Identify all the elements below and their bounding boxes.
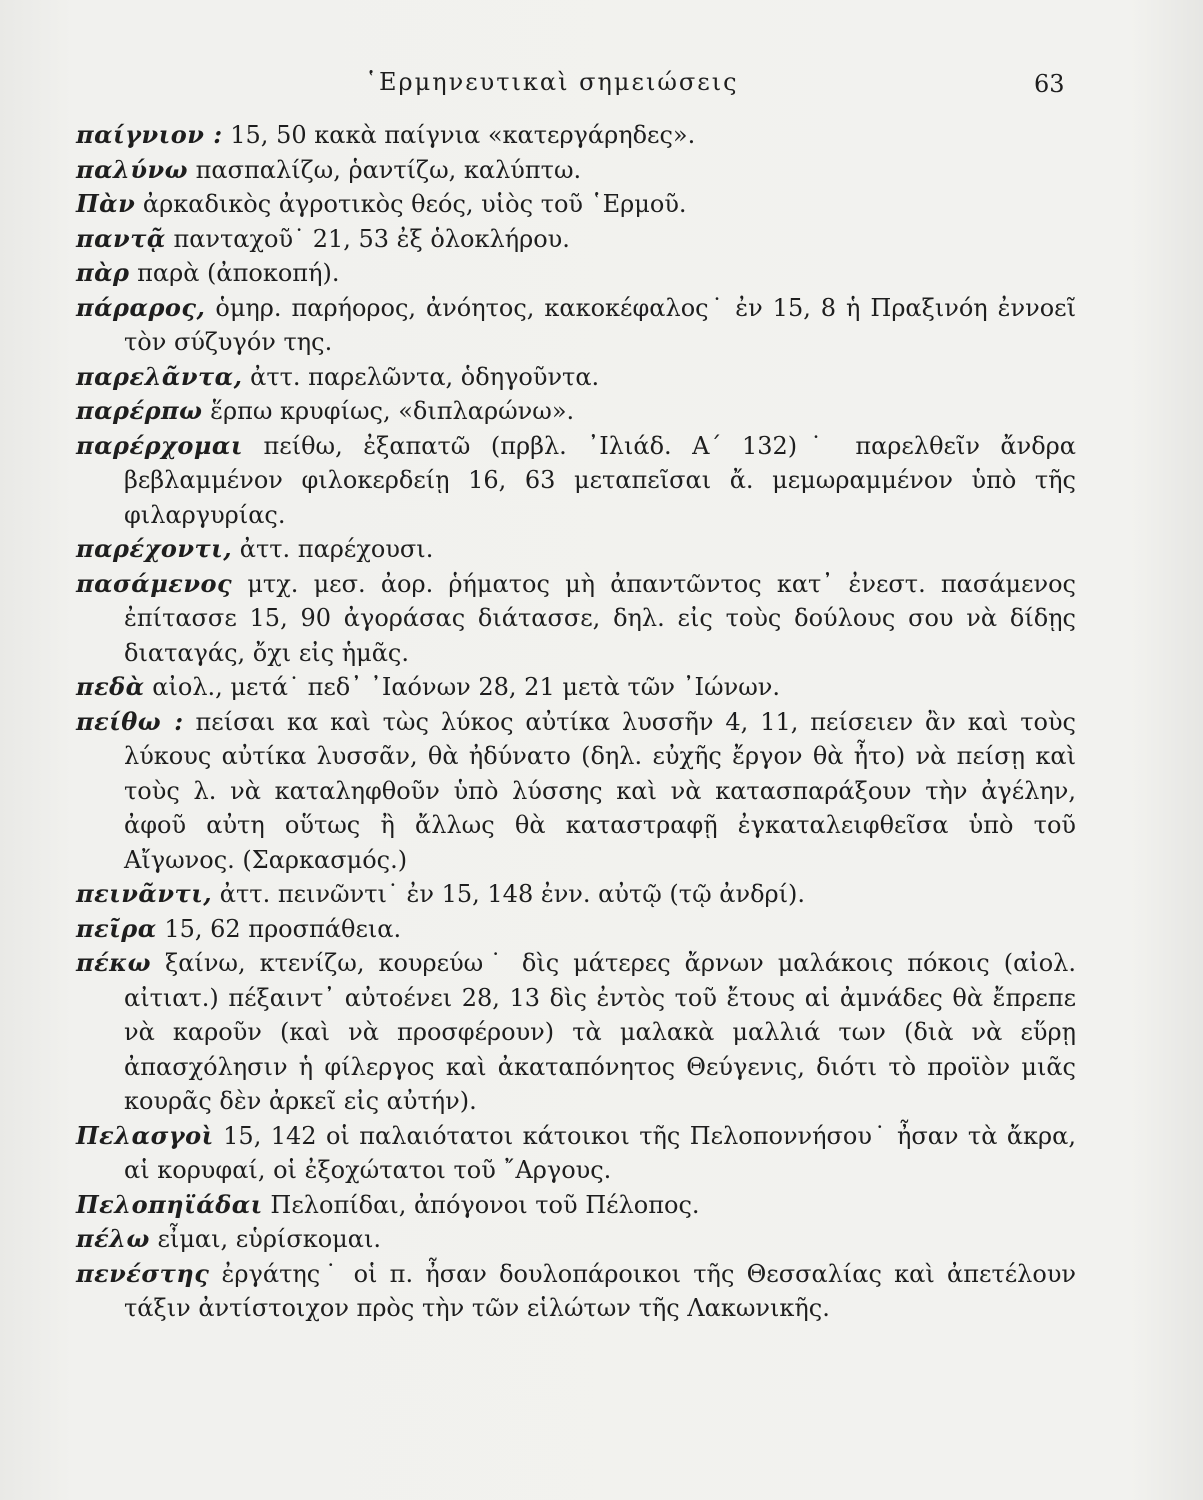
glossary-entry [76, 946, 1076, 1119]
glossary-entry [76, 912, 1076, 947]
entry-lemma: πεδὰ [76, 672, 145, 701]
glossary-entry [76, 1222, 1076, 1257]
glossary-entry [76, 394, 1076, 429]
entry-text: 15, 62 προσπάθεια. [156, 914, 402, 943]
entry-text: ἀττ. παρέχουσι. [232, 535, 434, 563]
entry-lemma: παρέρχομαι [76, 430, 243, 460]
entry-lemma: παρέχοντι, [76, 534, 233, 563]
entry-text: παρὰ (ἀποκοπή). [129, 259, 340, 287]
entry-text: ἕρπω κρυφίως, «διπλαρώνω». [202, 397, 575, 425]
entry-lemma: πὰρ [76, 258, 130, 287]
entry-lemma: πεῖρα [76, 913, 157, 943]
glossary-entry [76, 567, 1076, 671]
entry-text: πανταχοῦ˙ 21, 53 ἐξ ὁλοκλήρου. [165, 224, 570, 253]
entry-lemma: παλύνω [76, 154, 189, 184]
glossary-entry [76, 153, 1076, 188]
entry-lemma: πέλω [76, 1224, 150, 1253]
entry-lemma: πάραρος, [76, 292, 206, 322]
glossary-entry [76, 291, 1076, 360]
glossary-entry [76, 429, 1076, 533]
page-number: 63 [1034, 70, 1065, 98]
page-header [0, 62, 1203, 102]
entry-lemma: πείθω : [76, 706, 184, 736]
entry-lemma: πασάμενος [76, 568, 233, 598]
glossary-entry [76, 670, 1076, 705]
entry-text: ἀττ. πεινῶντι˙ ἐν 15, 148 ἐνν. αὐτῷ (τῷ ἀνδρί). [212, 880, 806, 908]
entry-text: πείθω, ἐξαπατῶ (πρβλ. ᾿Ιλιάδ. Α΄ 132)˙ παρελθεῖν ἄνδρα βεβλαμμένον φιλοκερδείῃ 16, 63 μεταπεῖσαι ἄ. μεμωραμμένον ὑπὸ τῆς φιλαργυρίας. [124, 431, 1076, 529]
glossary-entry [76, 877, 1076, 912]
entry-lemma: Πελοπηϊάδαι [76, 1189, 263, 1219]
entry-lemma: Πὰν [76, 189, 136, 218]
entry-text: ἀρκαδικὸς ἀγροτικὸς θεός, υἱὸς τοῦ ῾Ερμοῦ. [135, 190, 687, 218]
glossary-entry [76, 1119, 1076, 1188]
entry-text: ξαίνω, κτενίζω, κουρεύω˙ δὶς μάτερες ἄρνων μαλάκοις πόκοις (αἰολ. αἰτιατ.) πέξαιντ᾿ αὐτοένει 28, 13 δὶς ἐντὸς τοῦ ἔτους αἱ ἀμνάδες θὰ ἔπρεπε νὰ καροῦν (καὶ νὰ προσφέρουν) τὰ μαλακὰ μαλλιά των (διὰ νὰ εὕρῃ ἀπασχόλησιν ἡ φίλεργος καὶ ἀκαταπόνητος Θεύγενις, διότι τὸ προϊὸν μιᾶς κουρᾶς δὲν ἀρκεῖ εἰς αὐτήν). [124, 949, 1076, 1115]
entry-text: μτχ. μεσ. ἀορ. ῥήματος μὴ ἀπαντῶντος κατ᾿ ἐνεστ. πασάμενος ἐπίτασσε 15, 90 ἀγοράσας διάτασσε, δηλ. εἰς τοὺς δούλους σου νὰ δίδῃς διαταγάς, ὄχι εἰς ἡμᾶς. [124, 569, 1076, 667]
entry-text: εἶμαι, εὑρίσκομαι. [149, 1225, 382, 1253]
entry-text: ἐργάτης˙ οἱ π. ἦσαν δουλοπάροικοι τῆς Θεσσαλίας καὶ ἀπετέλουν τάξιν ἀντίστοιχον πρὸς τὴν τῶν εἱλώτων τῆς Λακωνικῆς. [124, 1259, 1076, 1322]
entry-lemma: πενέστης [76, 1258, 210, 1288]
entry-text: αἰολ., μετά˙ πεδ᾿ ᾿Ιαόνων 28, 21 μετὰ τῶν ᾿Ιώνων. [144, 673, 780, 701]
glossary-entry [76, 1188, 1076, 1223]
entry-lemma: πεινᾶντι, [76, 879, 213, 908]
entry-lemma: Πελασγοὶ [76, 1120, 214, 1150]
entry-text: 15, 142 οἱ παλαιότατοι κάτοικοι τῆς Πελοποννήσου˙ ἦσαν τὰ ἄκρα, αἱ κορυφαί, οἱ ἐξοχώτατοι τοῦ ῎Αργους. [124, 1121, 1076, 1184]
entry-lemma: παρελᾶντα, [76, 361, 243, 391]
glossary-entry [76, 360, 1076, 395]
glossary-entry [76, 256, 1076, 291]
entry-text: πασπαλίζω, ῥαντίζω, καλύπτω. [188, 155, 582, 184]
entry-lemma: παρέρπω [76, 396, 203, 425]
entry-lemma: πέκω [76, 948, 151, 977]
entry-text: ὁμηρ. παρήορος, ἀνόητος, κακοκέφαλος˙ ἐν 15, 8 ἡ Πραξινόη ἐννοεῖ τὸν σύζυγόν της. [124, 293, 1076, 356]
entry-text: ἀττ. παρελῶντα, ὁδηγοῦντα. [242, 362, 600, 391]
glossary-list [76, 118, 1076, 1326]
running-title: ῾Ερμηνευτικαὶ σημειώσεις [365, 68, 739, 96]
glossary-entry [76, 187, 1076, 222]
entry-text: Πελοπίδαι, ἀπόγονοι τοῦ Πέλοπος. [262, 1190, 700, 1219]
glossary-entry [76, 532, 1076, 567]
entry-lemma: παίγνιον : [76, 120, 223, 149]
glossary-entry [76, 1257, 1076, 1326]
glossary-entry [76, 118, 1076, 153]
entry-text: 15, 50 κακὰ παίγνια «κατεργάρηδες». [222, 121, 696, 149]
entry-text: πείσαι κα καὶ τὼς λύκος αὐτίκα λυσσῆν 4, 11, πείσειεν ἂν καὶ τοὺς λύκους αὐτίκα λυσσᾶν, θὰ ἠδύνατο (δηλ. εὐχῆς ἔργον θὰ ἦτο) νὰ πείσῃ καὶ τοὺς λ. νὰ καταληφθοῦν ὑπὸ λύσσης καὶ νὰ κατασπαράξουν τὴν ἀγέλην, ἀφοῦ αὐτη οὕτως ἢ ἄλλως θὰ καταστραφῇ ἐγκαταλειφθεῖσα ὑπὸ τοῦ Αἴγωνος. (Σαρκασμός.) [124, 707, 1076, 874]
glossary-entry [76, 222, 1076, 257]
glossary-entry [76, 705, 1076, 878]
entry-lemma: παντᾷ [76, 223, 166, 253]
